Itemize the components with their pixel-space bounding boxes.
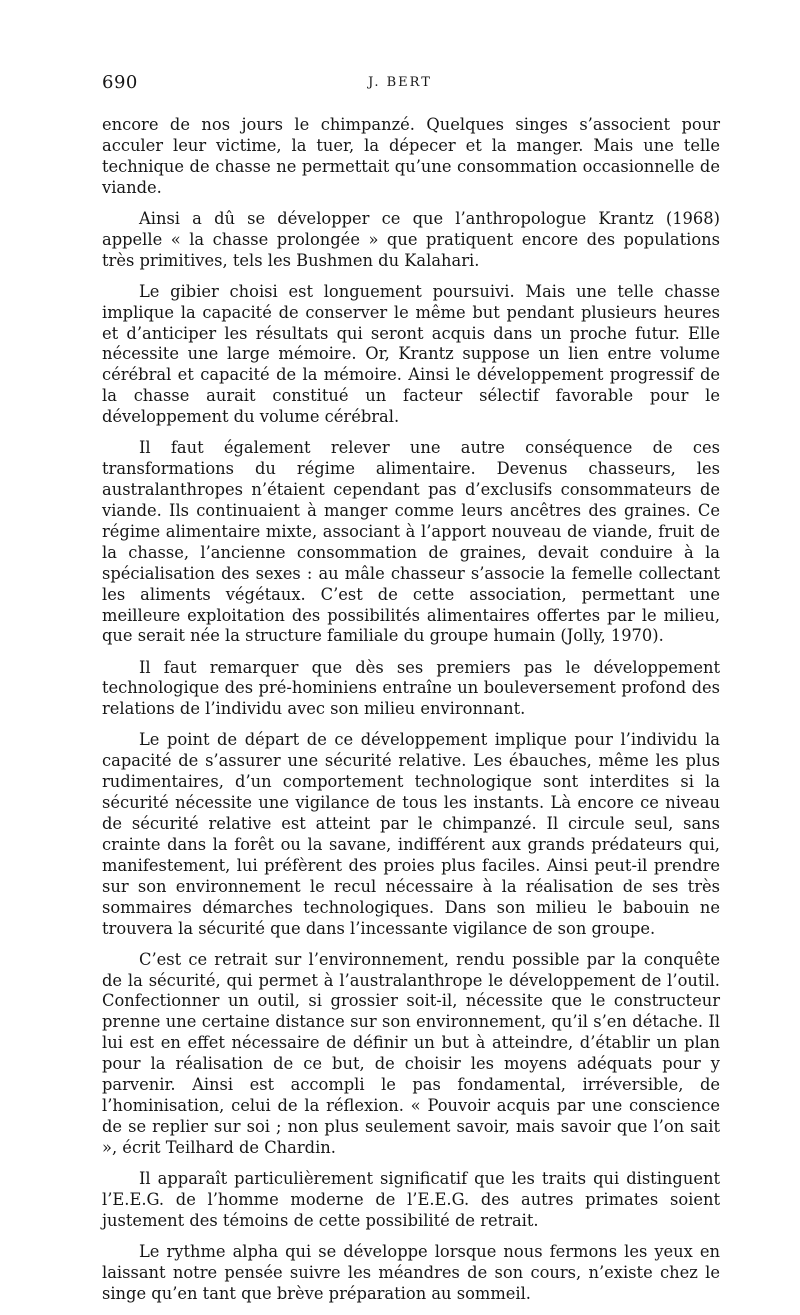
paragraph-regime-alimentaire: Il faut également relever une autre conséquence de ces transformations du régime alimentaire. Devenus chasseurs, les australanthropes n’étaient cependant pas d’exclusifs consommateurs de viande. Ils continuaient à manger comme leurs ancêtres des graines. Ce régime alimentaire mixte, associant à l’apport nouveau de viande, fruit de la chasse, l’ancienne consommation de graines, devait conduire à la spécialisation des sexes : au mâle chasseur s’associe la femelle collectant les aliments végétaux. C’est de cette association, permettant une meilleure exploitation des possibilités alimentaires offertes par le milieu, que serait née la structure familiale du groupe humain (Jolly, 1970).: [102, 438, 720, 646]
paragraph-eeg: Il apparaît particulièrement significatif que les traits qui distinguent l’E.E.G. de l’homme moderne de l’E.E.G. des autres primates soient justement des témoins de cette possibilité de retrait.: [102, 1168, 720, 1230]
paragraph-rythme-alpha: Le rythme alpha qui se développe lorsque nous fermons les yeux en laissant notre pensée suivre les méandres de son cours, n’existe chez le singe qu’en tant que brève préparation au sommeil.: [102, 1241, 720, 1303]
body-text: [102, 115, 720, 1315]
paragraph-chasse-prolongee: Ainsi a dû se développer ce que l’anthropologue Krantz (1968) appelle « la chasse prolongée » que pratiquent encore des populations très primitives, tels les Bushmen du Kalahari.: [102, 208, 720, 270]
paragraph-retrait: C’est ce retrait sur l’environnement, rendu possible par la conquête de la sécurité, qui permet à l’australanthrope le développement de l’outil. Confectionner un outil, si grossier soit-il, nécessite que le constructeur prenne une certaine distance sur son environnement, qu’il s’en détache. Il lui est en effet nécessaire de définir un but à atteindre, d’établir un plan pour la réalisation de ce but, de choisir les moyens adéquats pour y parvenir. Ainsi est accompli le pas fondamental, irréversible, de l’hominisation, celui de la réflexion. « Pouvoir acquis par une conscience de se replier sur soi ; non plus seulement savoir, mais savoir que l’on sait », écrit Teilhard de Chardin.: [102, 949, 720, 1157]
page-number: 690: [102, 72, 138, 93]
paragraph-gibier: Le gibier choisi est longuement poursuivi. Mais une telle chasse implique la capacité de conserver le même but pendant plusieurs heures et d’anticiper les résultats qui seront acquis dans un proche futur. Elle nécessite une large mémoire. Or, Krantz suppose un lien entre volume cérébral et capacité de la mémoire. Ainsi le développement progressif de la chasse aurait constitué un facteur sélectif favorable pour le développement du volume cérébral.: [102, 281, 720, 427]
paragraph-continued: encore de nos jours le chimpanzé. Quelques singes s’associent pour acculer leur victime, la tuer, la dépecer et la manger. Mais une telle technique de chasse ne permettait qu’une consommation occasionnelle de viande.: [102, 115, 720, 197]
paragraph-securite: Le point de départ de ce développement implique pour l’individu la capacité de s’assurer une sécurité relative. Les ébauches, même les plus rudimentaires, d’un comportement technologique sont interdites si la sécurité nécessite une vigilance de tous les instants. Là encore ce niveau de sécurité relative est atteint par le chimpanzé. Il circule seul, sans crainte dans la forêt ou la savane, indifférent aux grands prédateurs qui, manifestement, lui préfèrent des proies plus faciles. Ainsi peut-il prendre sur son environnement le recul nécessaire à la réalisation de ses très sommaires démarches technologiques. Dans son milieu le babouin ne trouvera la sécurité que dans l’incessante vigilance de son groupe.: [102, 730, 720, 938]
running-head: J. BERT: [368, 75, 432, 90]
paragraph-developpement-technologique: Il faut remarquer que dès ses premiers pas le développement technologique des pré-hominiens entraîne un bouleversement profond des relations de l’individu avec son milieu environnant.: [102, 657, 720, 719]
